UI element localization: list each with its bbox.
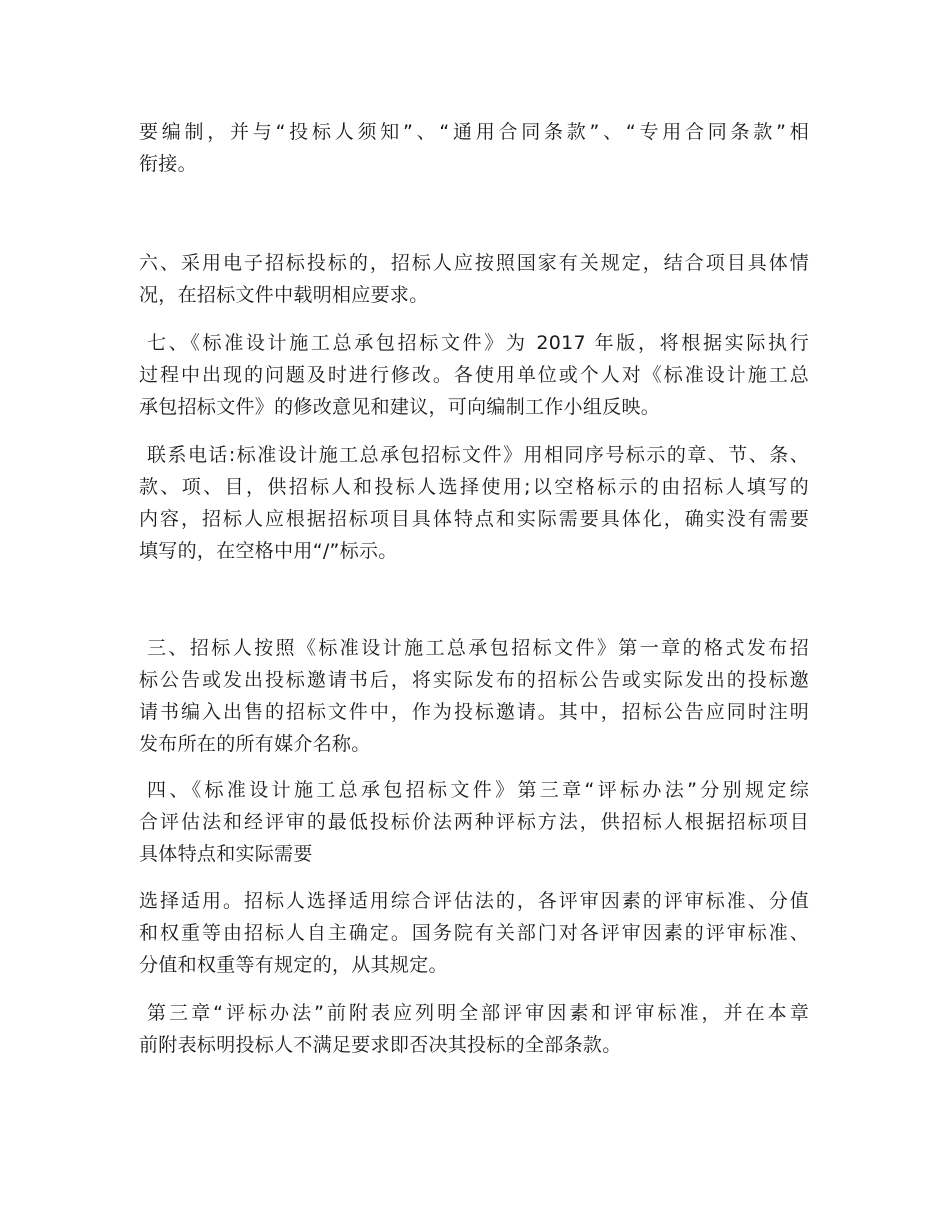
paragraph-line: 和权重等由招标人自主确定。国务院有关部门对各评审因素的评审标准、 — [139, 922, 809, 944]
paragraph-line: 填写的，在空格中用“/”标示。 — [139, 540, 398, 562]
paragraph-line: 第三章“评标办法”前附表应列明全部评审因素和评审标准，并在本章 — [147, 1002, 809, 1024]
paragraph-line: 合评估法和经评审的最低投标价法两种评标方法，供招标人根据招标项目 — [139, 811, 809, 833]
paragraph-line: 具体特点和实际需要 — [139, 843, 313, 865]
paragraph-line: 七、《标准设计施工总承包招标文件》为 2017 年版，将根据实际执行 — [147, 332, 809, 354]
paragraph-line: 选择适用。招标人选择适用综合评估法的，各评审因素的评审标准、分值 — [139, 890, 809, 912]
paragraph-line: 过程中出现的问题及时进行修改。各使用单位或个人对《标准设计施工总 — [139, 364, 809, 386]
paragraph-line: 承包招标文件》的修改意见和建议，可向编制工作小组反映。 — [139, 396, 661, 418]
paragraph-line: 衔接。 — [139, 153, 197, 175]
paragraph-line: 三、招标人按照《标准设计施工总承包招标文件》第一章的格式发布招 — [147, 637, 809, 659]
paragraph-line: 分值和权重等有规定的，从其规定。 — [139, 954, 448, 976]
paragraph-line: 要编制，并与“投标人须知”、“通用合同条款”、“专用合同条款”相 — [139, 121, 809, 143]
paragraph-line: 标公告或发出投标邀请书后，将实际发布的招标公告或实际发出的投标邀 — [139, 669, 809, 691]
paragraph-line: 前附表标明投标人不满足要求即否决其投标的全部条款。 — [139, 1034, 622, 1056]
paragraph-line: 发布所在的所有媒介名称。 — [139, 733, 371, 755]
paragraph-line: 联系电话:标准设计施工总承包招标文件》用相同序号标示的章、节、条、 — [147, 444, 809, 466]
paragraph-line: 四、《标准设计施工总承包招标文件》第三章“评标办法”分别规定综 — [147, 779, 809, 801]
paragraph-line: 况，在招标文件中载明相应要求。 — [139, 284, 429, 306]
paragraph-line: 请书编入出售的招标文件中，作为投标邀请。其中，招标公告应同时注明 — [139, 701, 809, 723]
paragraph-line: 六、采用电子招标投标的，招标人应按照国家有关规定，结合项目具体情 — [139, 252, 809, 274]
paragraph-line: 内容，招标人应根据招标项目具体特点和实际需要具体化，确实没有需要 — [139, 508, 809, 530]
paragraph-line: 款、项、目，供招标人和投标人选择使用;以空格标示的由招标人填写的 — [139, 476, 809, 498]
